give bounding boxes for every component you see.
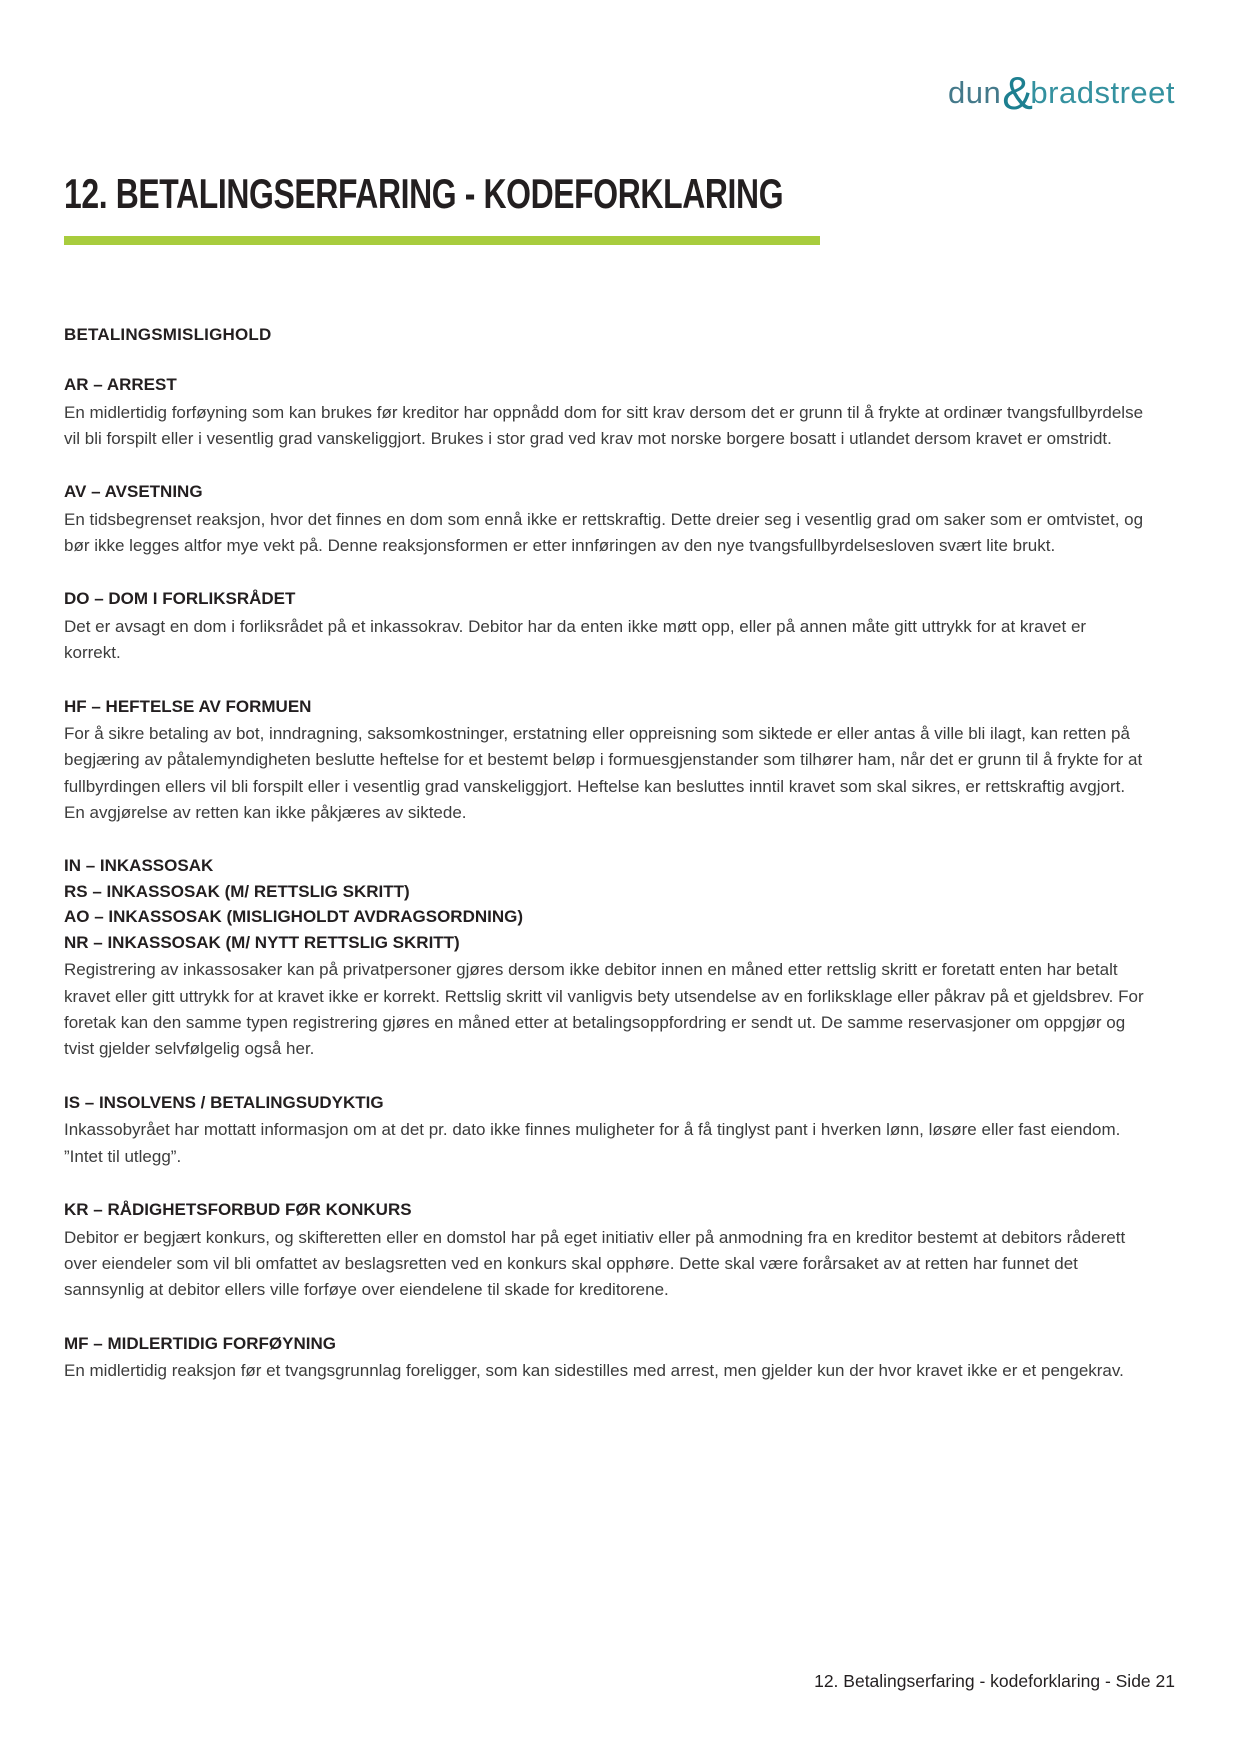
category-heading: BETALINGSMISLIGHOLD xyxy=(64,325,272,344)
code-description: Inkassobyrået har mottatt informasjon om at det pr. dato ikke finnes muligheter for å få tinglyst pant i hverken lønn, løsøre eller fast eiendom. ”Intet til utlegg”. xyxy=(64,1120,1121,1166)
logo-text-bradstreet: bradstreet xyxy=(1030,75,1175,110)
code-section xyxy=(64,1197,1144,1304)
code-section xyxy=(64,372,1144,452)
code-heading: IS – INSOLVENS / BETALINGSUDYKTIG xyxy=(64,1092,384,1112)
code-heading: AV – AVSETNING xyxy=(64,482,203,502)
code-heading: RS – INKASSOSAK (M/ RETTSLIG SKRITT) xyxy=(64,881,410,901)
code-description: Debitor er begjært konkurs, og skifteretten eller en domstol har på eget initiativ eller på anmodning fra en kreditor bestemt at debitors råderett over eiendeler som vil bli omfattet av beslagsretten ved en konkurs skal opphøre. Dette skal være forårsaket av at retten har funnet det sannsynlig at debitor ellers ville forføye over eiendelene til skade for kreditorene. xyxy=(64,1227,1126,1300)
code-description: En midlertidig forføyning som kan brukes før kreditor har oppnådd dom for sitt krav dersom det er grunn til å frykte at ordinær tvangsfullbyrdelse vil bli forspilt eller i vesentlig grad vanskeliggjort. Brukes i stor grad ved krav mot norske borgere bosatt i utlandet dersom kravet er omstridt. xyxy=(64,402,1144,448)
code-section xyxy=(64,853,1144,1062)
code-section xyxy=(64,1331,1144,1385)
code-section xyxy=(64,479,1144,559)
code-description: En midlertidig reaksjon før et tvangsgrunnlag foreligger, som kan sidestilles med arrest, men gjelder kun der hvor kravet ikke er et pengekrav. xyxy=(64,1361,1124,1381)
code-section xyxy=(64,586,1144,666)
page-title: 12. BETALINGSERFARING - KODEFORKLARING xyxy=(64,170,784,217)
code-description: For å sikre betaling av bot, inndragning, saksomkostninger, erstatning eller oppreisning som siktede er eller antas å ville bli ilagt, kan retten på begjæring av påtalemyndigheten beslutte heftelse for et bestemt beløp i formuesgjenstander som tilhører ham, når det er grunn til å frykte for at fullbyrdingen ellers vil bli forspilt eller i vesentlig grad vanskeliggjort. Heftelse kan besluttes inntil kravet som skal sikres, er rettskraftig avgjort. En avgjørelse av retten kan ikke påkjæres av siktede. xyxy=(64,724,1143,823)
code-heading: HF – HEFTELSE AV FORMUEN xyxy=(64,696,312,716)
code-section xyxy=(64,1090,1144,1170)
code-heading: DO – DOM I FORLIKSRÅDET xyxy=(64,589,296,609)
code-heading: KR – RÅDIGHETSFORBUD FØR KONKURS xyxy=(64,1200,412,1219)
code-heading: AO – INKASSOSAK (MISLIGHOLDT AVDRAGSORDNING) xyxy=(64,907,524,927)
title-block xyxy=(64,170,1144,245)
logo-text-dun: dun xyxy=(948,75,1002,110)
code-section xyxy=(64,694,1144,827)
document-content xyxy=(64,0,1144,1384)
green-accent-rule xyxy=(64,236,820,245)
code-heading: MF – MIDLERTIDIG FORFØYNING xyxy=(64,1333,336,1353)
code-heading: AR – ARREST xyxy=(64,375,177,394)
code-heading: IN – INKASSOSAK xyxy=(64,856,214,876)
page-footer: 12. Betalingserfaring - kodeforklaring - Side 21 xyxy=(814,1671,1175,1691)
sections-container xyxy=(64,372,1144,1384)
ampersand-icon: & xyxy=(1002,67,1034,119)
code-description: Det er avsagt en dom i forliksrådet på et inkassokrav. Debitor har da enten ikke møtt opp, eller på annen måte gitt uttrykk for at kravet er korrekt. xyxy=(64,616,1087,663)
code-description: En tidsbegrenset reaksjon, hvor det finnes en dom som ennå ikke er rettskraftig. Dette dreier seg i vesentlig grad om saker som er omtvistet, og bør ikke legges altfor mye vekt på. Denne reaksjonsformen er etter innføringen av den nye tvangsfullbyrdelsesloven svært lite brukt. xyxy=(64,509,1144,556)
code-heading: NR – INKASSOSAK (M/ NYTT RETTSLIG SKRITT) xyxy=(64,932,460,952)
code-description: Registrering av inkassosaker kan på privatpersoner gjøres dersom ikke debitor innen en måned etter rettslig skritt er foretatt enten har betalt kravet eller gitt uttrykk for at kravet ikke er korrekt. Rettslig skritt vil vanligvis bety utsendelse av en forliksklage eller påkrav på et gjeldsbrev. For foretak kan den samme typen registrering gjøres en måned etter at betalingsoppfordring er sendt ut. De samme reservasjoner om oppgjør og tvist gjelder selvfølgelig også her. xyxy=(64,960,1144,1059)
